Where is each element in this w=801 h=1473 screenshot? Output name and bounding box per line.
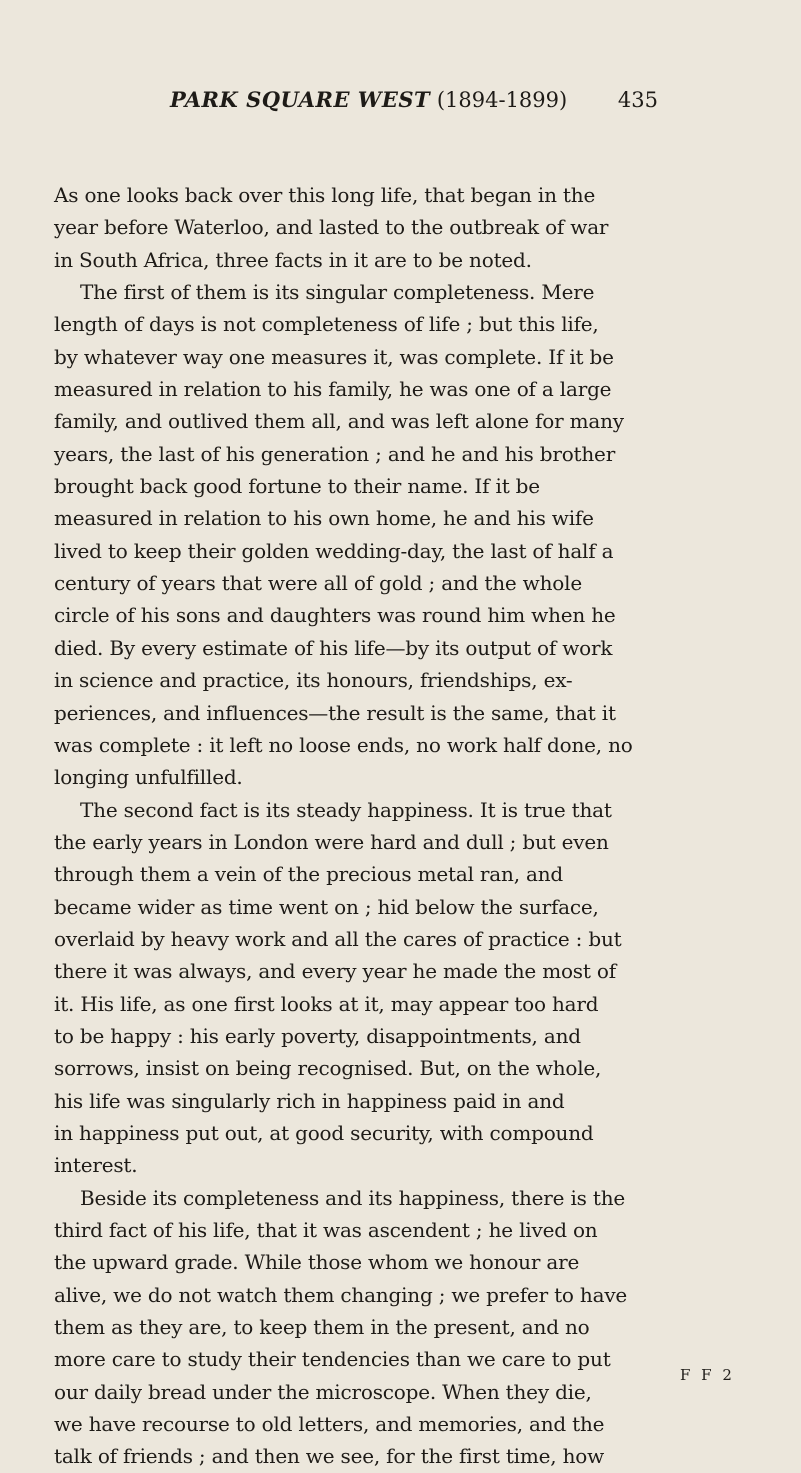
text-line: measured in relation to his own home, he and his wife bbox=[54, 506, 594, 531]
text-line: we have recourse to old letters, and memories, and the bbox=[54, 1412, 605, 1437]
text-line: The first of them is its singular completeness. Mere bbox=[80, 280, 595, 305]
text-line: overlaid by heavy work and all the cares of practice : but bbox=[54, 926, 622, 951]
text-line: became wider as time went on ; hid below the surface, bbox=[54, 894, 599, 919]
signature-mark: F F 2 bbox=[680, 1366, 735, 1384]
text-line: lived to keep their golden wedding-day, the last of half a bbox=[54, 538, 614, 563]
text-line: longing unfulfilled. bbox=[54, 765, 243, 790]
text-line: talk of friends ; and then we see, for the first time, how bbox=[54, 1444, 605, 1469]
text-line: third fact of his life, that it was ascendent ; he lived on bbox=[54, 1218, 598, 1242]
text-line: sorrows, insist on being recognised. But, on the whole, bbox=[54, 1056, 602, 1081]
text-line: circle of his sons and daughters was round him when he bbox=[54, 603, 616, 628]
text-line: through them a vein of the precious metal ran, and bbox=[54, 862, 564, 887]
text-line: there it was always, and every year he made the most of bbox=[54, 959, 616, 984]
text-line: was complete : it left no loose ends, no work half done, no bbox=[54, 732, 633, 757]
page-number: 435 bbox=[617, 88, 658, 112]
text-line: to be happy : his early poverty, disappointments, and bbox=[54, 1023, 581, 1048]
text-line: in happiness put out, at good security, with compound bbox=[54, 1120, 594, 1145]
text-line: year before Waterloo, and lasted to the outbreak of war bbox=[54, 215, 609, 240]
text-line: family, and outlived them all, and was left alone for many bbox=[54, 409, 624, 434]
running-title-name: PARK SQUARE WEST bbox=[170, 87, 431, 112]
text-line: by whatever way one measures it, was complete. If it be bbox=[54, 344, 614, 369]
text-line: interest. bbox=[54, 1153, 138, 1178]
text-line: the early years in London were hard and dull ; but even bbox=[54, 829, 609, 854]
text-line: periences, and influences—the result is the same, that it bbox=[54, 700, 616, 725]
running-title-years: (1894-1899) bbox=[436, 88, 568, 112]
text-line: our daily bread under the microscope. When they die, bbox=[54, 1379, 592, 1404]
text-line: measured in relation to his family, he was one of a large bbox=[54, 377, 612, 402]
text-line: it. His life, as one first looks at it, may appear too hard bbox=[54, 991, 599, 1016]
text-line: century of years that were all of gold ; and the whole bbox=[54, 571, 582, 596]
text-line: brought back good fortune to their name. If it be bbox=[54, 474, 540, 499]
body-text bbox=[54, 179, 754, 1473]
text-line: years, the last of his generation ; and he and his brother bbox=[54, 441, 616, 466]
text-line: the upward grade. While those whom we honour are bbox=[54, 1250, 580, 1275]
text-line: length of days is not completeness of life ; but this life, bbox=[54, 312, 599, 337]
text-line: As one looks back over this long life, that began in the bbox=[54, 183, 596, 207]
text-line: them as they are, to keep them in the present, and no bbox=[54, 1315, 590, 1340]
running-title bbox=[170, 82, 567, 118]
text-line: The second fact is its steady happiness. It is true that bbox=[80, 797, 612, 822]
text-line: his life was singularly rich in happiness paid in and bbox=[54, 1088, 565, 1113]
text-line: died. By every estimate of his life—by its output of work bbox=[54, 635, 613, 660]
text-line: alive, we do not watch them changing ; we prefer to have bbox=[54, 1282, 628, 1307]
text-line: Beside its completeness and its happiness, there is the bbox=[80, 1185, 626, 1210]
text-line: more care to study their tendencies than we care to put bbox=[54, 1347, 611, 1372]
text-line: in South Africa, three facts in it are to be noted. bbox=[54, 247, 532, 272]
running-header bbox=[170, 82, 658, 118]
text-line: in science and practice, its honours, friendships, ex- bbox=[54, 668, 573, 693]
